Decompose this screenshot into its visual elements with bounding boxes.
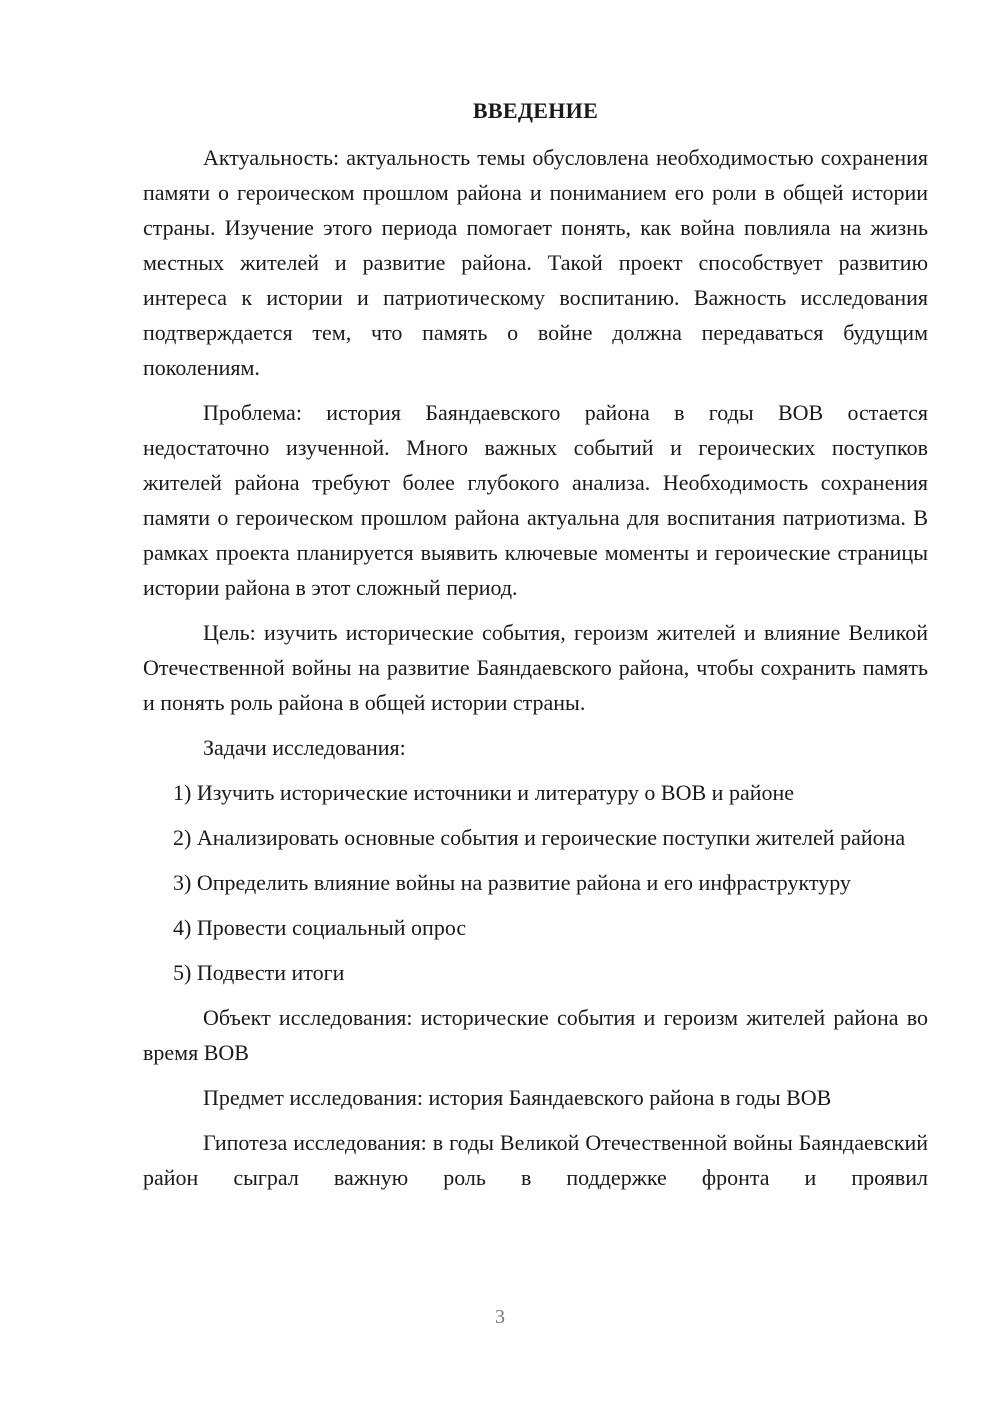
section-title: ВВЕДЕНИЕ: [472, 98, 599, 123]
paragraph-subject: Предмет исследования: история Баяндаевского района в годы ВОВ: [203, 1085, 832, 1110]
paragraph-hypothesis: Гипотеза исследования: в годы Великой Отечественной войны Баяндаевский район сыграл важную роль в поддержке фронта и проявил: [143, 1130, 928, 1190]
task-item-3: 3) Определить влияние войны на развитие района и его инфраструктуру: [173, 870, 851, 895]
paragraph-object: Объект исследования: исторические события и героизм жителей района во время ВОВ: [143, 1005, 928, 1065]
task-item-4: 4) Провести социальный опрос: [173, 915, 467, 940]
tasks-heading: Задачи исследования:: [203, 735, 406, 760]
paragraph-problem: Проблема: история Баяндаевского района в годы ВОВ остается недостаточно изученной. Много важных событий и героических поступков жителей района требуют более глубокого анализа. Необходимость сохранения памяти о героическом прошлом района актуальна для воспитания патриотизма. В рамках проекта планируется выявить ключевые моменты и героические страницы истории района в этот сложный период.: [143, 400, 928, 600]
paragraph-goal: Цель: изучить исторические события, героизм жителей и влияние Великой Отечественной войны на развитие Баяндаевского района, чтобы сохранить память и понять роль района в общей истории страны.: [143, 620, 928, 715]
task-item-1: 1) Изучить исторические источники и литературу о ВОВ и районе: [173, 780, 795, 805]
page-number: 3: [495, 1306, 505, 1328]
paragraph-relevance: Актуальность: актуальность темы обусловлена необходимостью сохранения памяти о героическом прошлом района и пониманием его роли в общей истории страны. Изучение этого периода помогает понять, как война повлияла на жизнь местных жителей и развитие района. Такой проект способствует развитию интереса к истории и патриотическому воспитанию. Важность исследования подтверждается тем, что память о войне должна передаваться будущим поколениям.: [143, 145, 928, 380]
task-item-2: 2) Анализировать основные события и героические поступки жителей района: [173, 825, 906, 850]
document-page: [143, 96, 928, 1205]
task-item-5: 5) Подвести итоги: [173, 960, 345, 985]
